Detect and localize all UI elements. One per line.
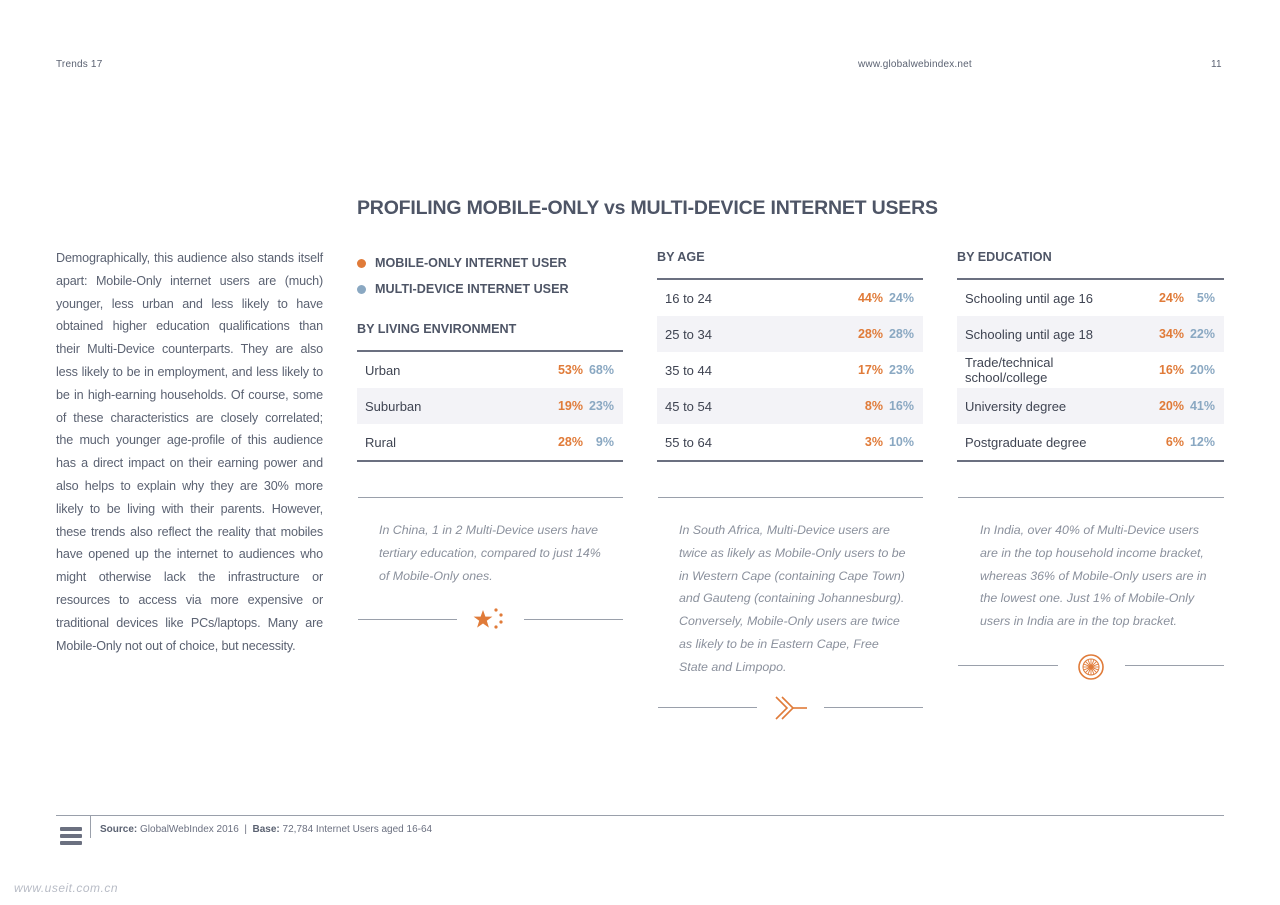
row-label: Urban — [365, 362, 401, 378]
multi-device-value: 16% — [888, 399, 914, 413]
note-divider — [958, 497, 1224, 498]
orange-dot-icon — [357, 259, 366, 268]
mobile-only-value: 34% — [1158, 327, 1184, 341]
row-label: 25 to 34 — [665, 326, 712, 342]
table-row — [657, 424, 923, 460]
base-value: 72,784 Internet Users aged 16-64 — [282, 824, 433, 835]
table-row — [957, 316, 1224, 352]
note-south-africa: In South Africa, Multi-Device users are twice as likely as Mobile-Only users to be in Western Cape (containing Cape Town) and Gauteng (containing Johannesburg). Conversely, Mobile-Only users are twice as likely to be in Eastern Cape, Free State and Limpopo. — [679, 523, 906, 674]
south-africa-flag-icon — [774, 695, 808, 721]
note-divider — [358, 619, 457, 620]
table-row — [957, 424, 1224, 460]
mobile-only-value: 3% — [864, 435, 883, 449]
table-title: BY LIVING ENVIRONMENT — [357, 322, 517, 336]
note-divider — [524, 619, 623, 620]
source-value: GlobalWebIndex 2016 — [140, 824, 239, 835]
note-divider — [1125, 665, 1224, 666]
table-row — [357, 352, 623, 388]
row-label: 16 to 24 — [665, 290, 712, 306]
mobile-only-value: 16% — [1158, 363, 1184, 377]
base-label: Base: — [252, 824, 280, 835]
report-name: Trends 17 — [56, 59, 103, 70]
table-row — [657, 316, 923, 352]
note-divider — [358, 497, 623, 498]
footer-source: Source: GlobalWebIndex 2016 | Base: 72,784 Internet Users aged 16-64 — [100, 824, 433, 835]
table-title: BY EDUCATION — [957, 250, 1052, 264]
mobile-only-value: 53% — [557, 363, 583, 377]
note-divider — [958, 665, 1058, 666]
legend-item-mobile-only — [357, 250, 569, 276]
note-india: In India, over 40% of Multi-Device users are in the top household income bracket, whereas 36% of Mobile-Only users are in the lowest one. Just 1% of Mobile-Only users in India are in the top bracket. — [980, 523, 1207, 629]
row-label: University degree — [965, 398, 1067, 414]
row-label: Schooling until age 16 — [965, 290, 1093, 306]
table-education — [957, 250, 1224, 462]
footer-separator — [90, 816, 91, 838]
mobile-only-value: 20% — [1158, 399, 1184, 413]
blue-dot-icon — [357, 285, 366, 294]
table-row — [957, 352, 1224, 388]
mobile-only-value: 28% — [857, 327, 883, 341]
page-number: 11 — [1211, 59, 1222, 70]
watermark: www.useit.com.cn — [14, 881, 119, 895]
table-row — [657, 280, 923, 316]
china-flag-stars-icon — [473, 606, 507, 634]
mobile-only-value: 17% — [857, 363, 883, 377]
multi-device-value: 23% — [888, 363, 914, 377]
row-label: Rural — [365, 434, 397, 450]
source-label: Source: — [100, 824, 138, 835]
row-label: Postgraduate degree — [965, 434, 1087, 450]
row-label: Suburban — [365, 398, 422, 414]
database-icon — [60, 827, 82, 848]
footer-divider — [56, 815, 1224, 816]
table-row — [657, 388, 923, 424]
table-row — [957, 388, 1224, 424]
multi-device-value: 22% — [1189, 327, 1215, 341]
legend-label-multi-device: MULTI-DEVICE INTERNET USER — [375, 282, 569, 296]
multi-device-value: 24% — [888, 291, 914, 305]
table-row — [357, 424, 623, 460]
multi-device-value: 20% — [1189, 363, 1215, 377]
note-divider — [824, 707, 923, 708]
legend-item-multi-device — [357, 276, 569, 302]
multi-device-value: 9% — [595, 435, 614, 449]
table-title: BY AGE — [657, 250, 705, 264]
multi-device-value: 68% — [588, 363, 614, 377]
table-age — [657, 250, 923, 462]
website-url[interactable]: www.globalwebindex.net — [858, 59, 972, 70]
legend-label-mobile-only: MOBILE-ONLY INTERNET USER — [375, 256, 567, 270]
multi-device-value: 28% — [888, 327, 914, 341]
multi-device-value: 41% — [1189, 399, 1215, 413]
table-row — [657, 352, 923, 388]
row-label: Trade/technical school/college — [965, 355, 1054, 385]
india-chakra-icon — [1077, 653, 1105, 681]
table-living-environment — [357, 322, 623, 462]
mobile-only-value: 19% — [557, 399, 583, 413]
multi-device-value: 5% — [1196, 291, 1215, 305]
row-label: 35 to 44 — [665, 362, 712, 378]
note-divider — [658, 707, 757, 708]
page-title: PROFILING MOBILE-ONLY vs MULTI-DEVICE INTERNET USERS — [357, 197, 938, 219]
row-label: Schooling until age 18 — [965, 326, 1093, 342]
multi-device-value: 10% — [888, 435, 914, 449]
mobile-only-value: 8% — [864, 399, 883, 413]
mobile-only-value: 44% — [857, 291, 883, 305]
table-row — [957, 280, 1224, 316]
intro-paragraph: Demographically, this audience also stands itself apart: Mobile-Only internet users are (much) younger, less urban and less likely to have obtained higher education qualifications than their Multi-Device counterparts. They are also less likely to be in employment, and less likely to be in high-earning households. Of course, some of these characteristics are closely correlated; the much younger age-profile of this audience has a direct impact on their earning power and also helps to explain why they are 30% more likely to be living with their parents. However, these trends also reflect the reality that mobiles have opened up the internet to audiences who might otherwise lack the infrastructure or resources to access via more expensive or traditional devices like PCs/laptops. Many are Mobile-Only not out of choice, but necessity. — [56, 251, 323, 653]
mobile-only-value: 24% — [1158, 291, 1184, 305]
note-china: In China, 1 in 2 Multi-Device users have tertiary education, compared to just 14% of Mobile-Only ones. — [379, 523, 601, 583]
multi-device-value: 23% — [588, 399, 614, 413]
mobile-only-value: 6% — [1165, 435, 1184, 449]
table-row — [357, 388, 623, 424]
row-label: 45 to 54 — [665, 398, 712, 414]
row-label: 55 to 64 — [665, 434, 712, 450]
multi-device-value: 12% — [1189, 435, 1215, 449]
note-divider — [658, 497, 923, 498]
legend — [357, 250, 569, 302]
mobile-only-value: 28% — [557, 435, 583, 449]
